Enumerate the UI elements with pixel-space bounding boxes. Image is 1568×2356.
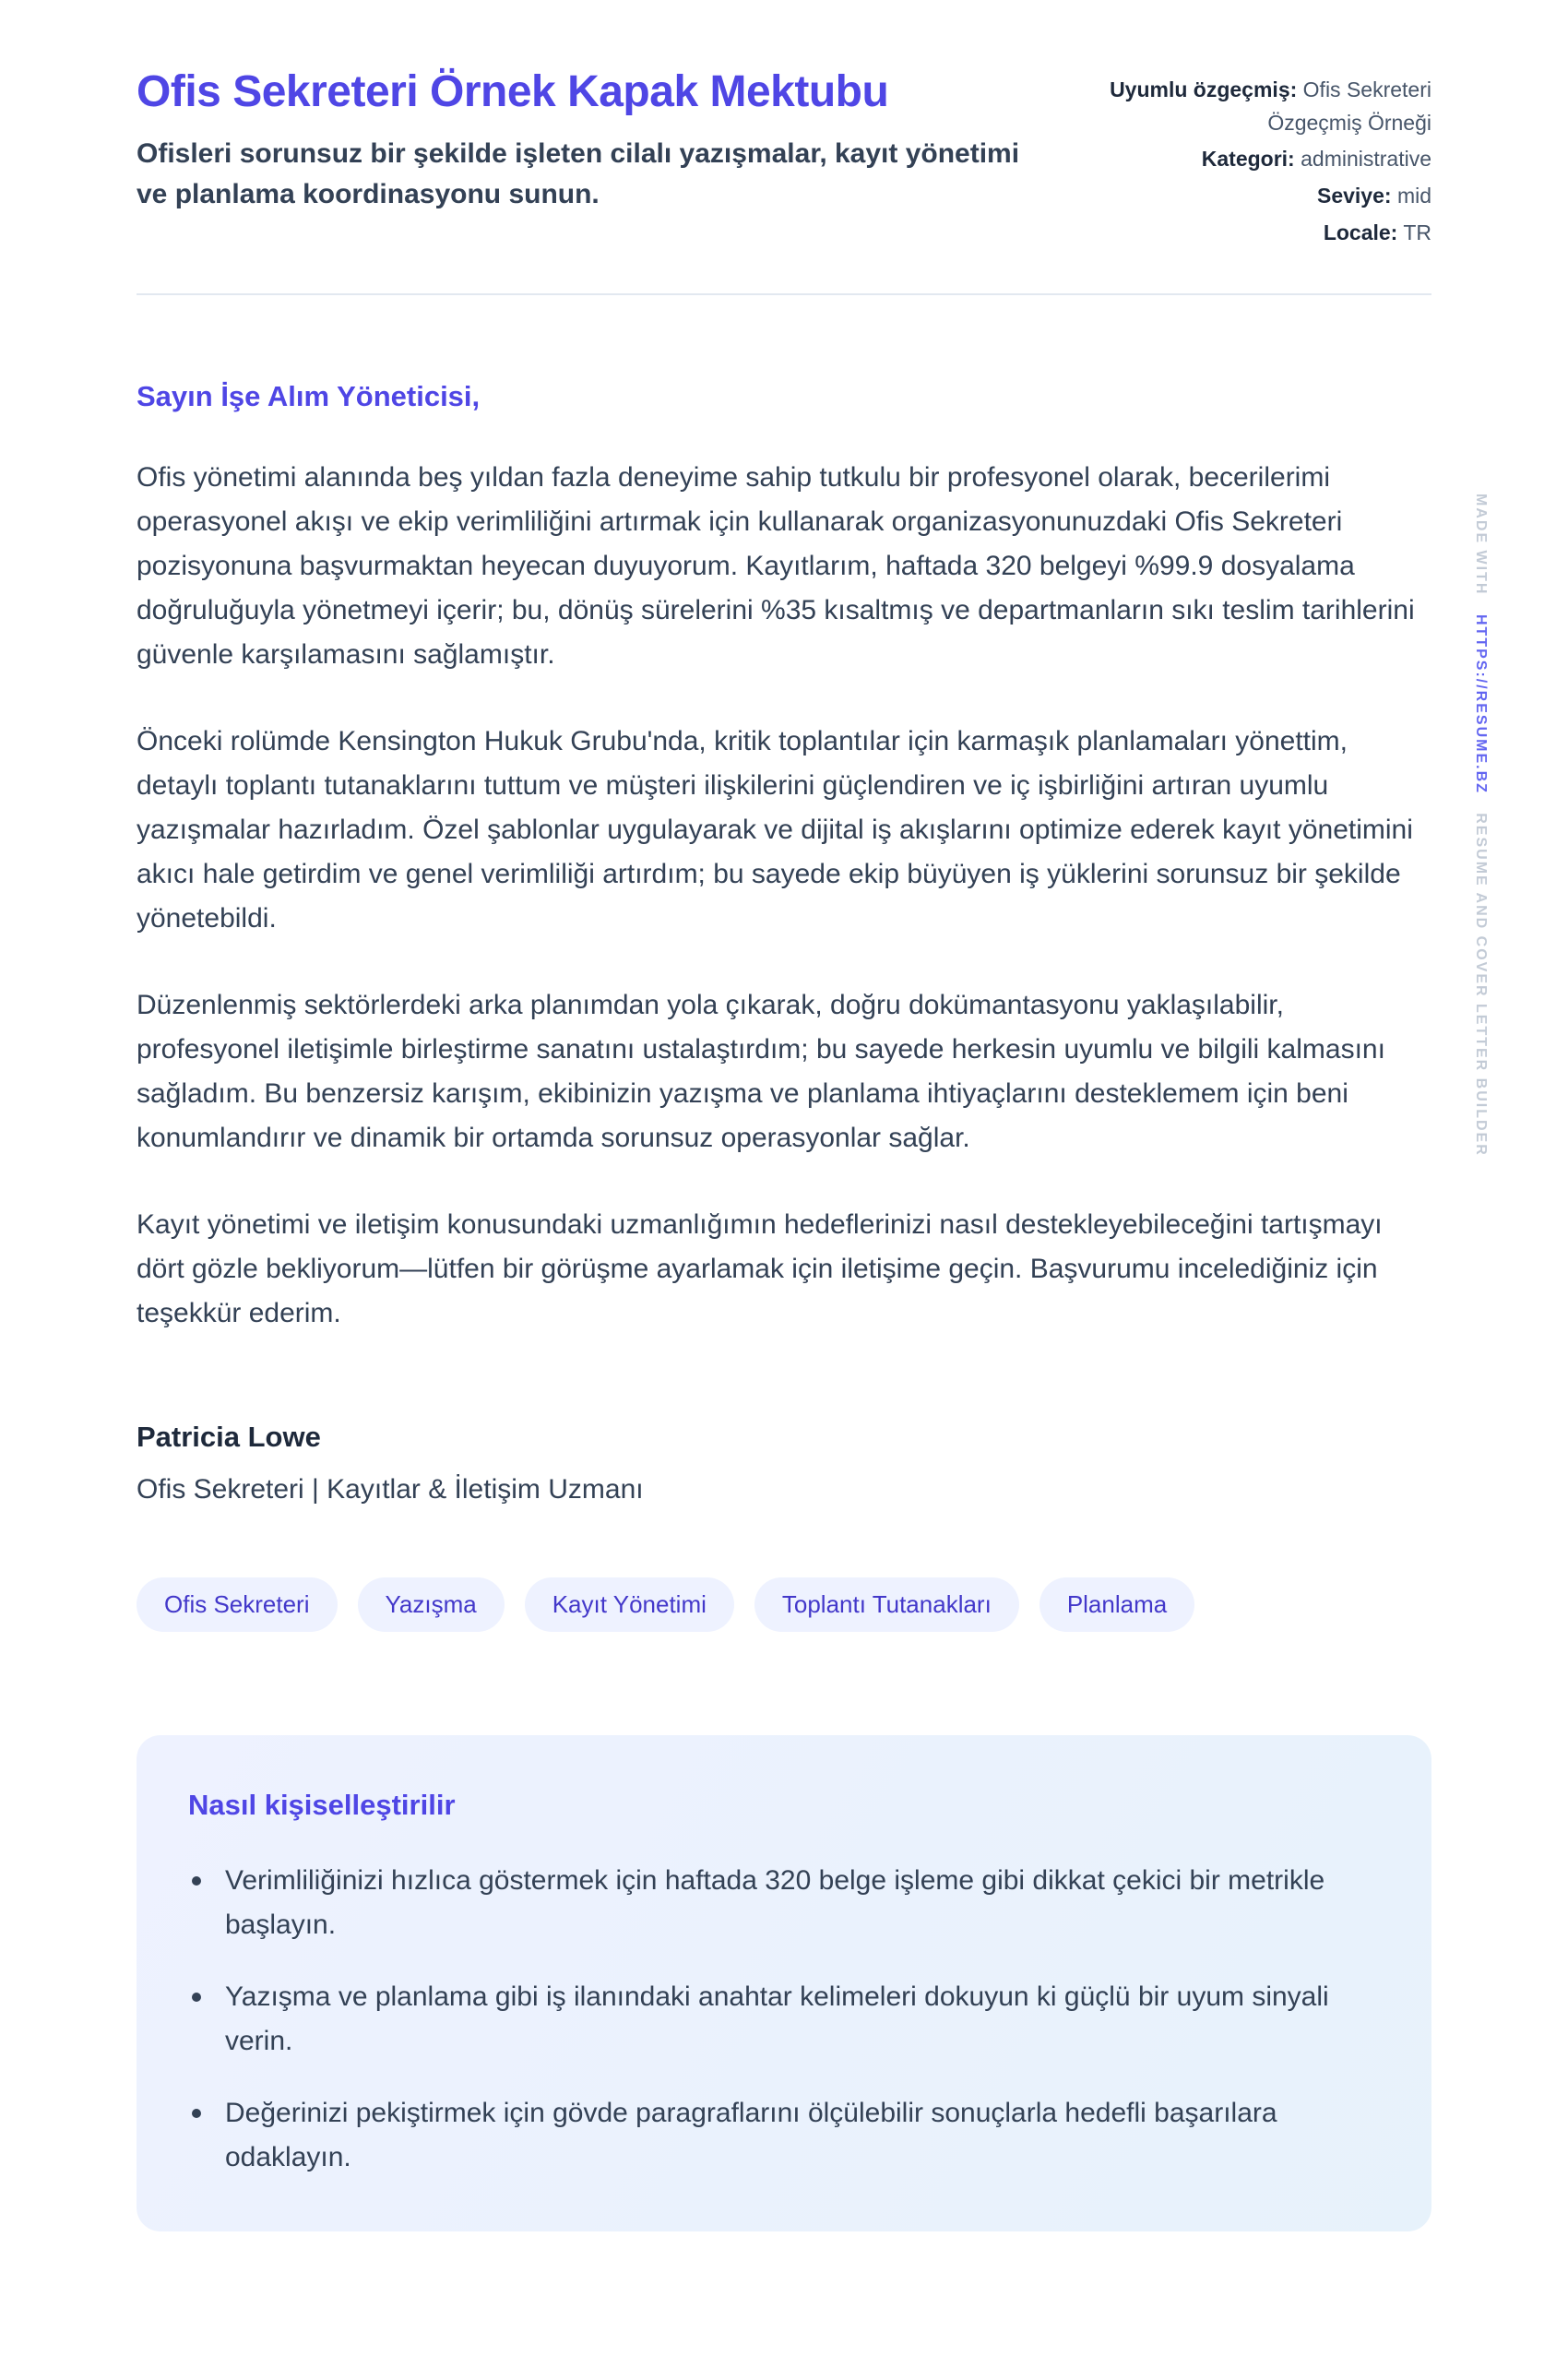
meta-block <box>1099 66 1431 253</box>
letter-paragraph-1: Ofis yönetimi alanında beş yıldan fazla deneyime sahip tutkulu bir profesyonel olarak, becerilerimi operasyonel akışı ve ekip verimliliğini artırmak için kullanarak organizasyonunuzdaki Ofis Sekreteri pozisyonuna başvurmaktan heyecan duyuyorum. Kayıtlarım, haftada 320 belgeyi %99.9 dosyalama doğruluğuyla yönetmeyi içerir; bu, dönüş sürelerini %35 kısaltmış ve departmanların sıkı teslim tarihlerini güvenle karşılamasını sağlamıştır. <box>137 462 1415 671</box>
meta-level <box>1099 180 1431 213</box>
tips-list <box>188 1859 1376 2180</box>
signature-name: Patricia Lowe <box>137 1421 321 1454</box>
watermark-link[interactable]: HTTPS://RESUME.BZ <box>1473 613 1489 794</box>
tag-pill-ofis-sekreteri: Ofis Sekreteri <box>137 1577 338 1632</box>
meta-matching-resume-label: Uyumlu özgeçmiş: <box>1110 77 1298 101</box>
meta-locale-value: TR <box>1403 220 1431 244</box>
tip-item-3: Değerinizi pekiştirmek için gövde paragraflarını ölçülebilir sonuçlarla hedefli başarılara odaklayın. <box>188 2091 1332 2180</box>
tips-card <box>137 1735 1431 2231</box>
meta-level-label: Seviye: <box>1316 183 1392 208</box>
letter-greeting: Sayın İşe Alım Yöneticisi, <box>137 380 481 413</box>
meta-level-value: mid <box>1396 183 1431 208</box>
watermark-suffix: RESUME AND COVER LETTER BUILDER <box>1473 813 1489 1157</box>
header-divider <box>137 293 1431 295</box>
watermark-prefix: MADE WITH <box>1473 494 1489 596</box>
letter-paragraph-3: Düzenlenmiş sektörlerdeki arka planımdan yola çıkarak, doğru dokümantasyonu yaklaşılabilir, profesyonel iletişimle birleştirme sanatını ustalaştırdım; bu sayede herkesin uyumlu ve bilgili kalmasını sağladım. Bu benzersiz karışım, ekibinizin yazışma ve planlama ihtiyaçlarını desteklemem için beni konumlandırır ve dinamik bir ortamda sorunsuz operasyonlar sağlar. <box>137 990 1385 1154</box>
tag-pill-toplanti-tutanaklari: Toplantı Tutanakları <box>754 1577 1019 1632</box>
meta-category-label: Kategori: <box>1201 147 1295 172</box>
header-title-block <box>137 66 1040 214</box>
meta-category-value: administrative <box>1301 147 1431 172</box>
tip-item-1: Verimliliğinizi hızlıca göstermek için haftada 320 belge işleme gibi dikkat çekici bir metrikle başlayın. <box>188 1859 1332 1947</box>
watermark <box>1472 494 1489 1157</box>
tag-pill-kayit-yonetimi: Kayıt Yönetimi <box>525 1577 734 1632</box>
header <box>137 66 1431 253</box>
meta-matching-resume <box>1099 74 1431 139</box>
page-subtitle: Ofisleri sorunsuz bir şekilde işleten cilalı yazışmalar, kayıt yönetimi ve planlama koordinasyonu sunun. <box>137 138 1020 209</box>
letter-body <box>137 380 1431 1505</box>
tip-item-2: Yazışma ve planlama gibi iş ilanındaki anahtar kelimeleri dokuyun ki güçlü bir uyum sinyali verin. <box>188 1975 1332 2064</box>
tag-pill-yazisma: Yazışma <box>358 1577 505 1632</box>
letter-paragraph-4: Kayıt yönetimi ve iletişim konusundaki uzmanlığımın hedeflerinizi nasıl destekleyebileceğini tartışmayı dört gözle bekliyorum—lütfen bir görüşme ayarlamak için iletişime geçin. Başvurumu incelediğiniz için teşekkür ederim. <box>137 1209 1383 1329</box>
letter-paragraph-2: Önceki rolümde Kensington Hukuk Grubu'nda, kritik toplantılar için karmaşık planlamaları yönettim, detaylı toplantı tutanaklarını tuttum ve müşteri ilişkilerini güçlendiren ve iç işbirliğini artıran uyumlu yazışmalar hazırladım. Özel şablonlar uygulayarak ve dijital iş akışlarını optimize ederek kayıt yönetimini akıcı hale getirdim ve genel verimliliği artırdım; bu sayede ekip büyüyen iş yüklerini sorunsuz bir şekilde yönetebildi. <box>137 726 1413 934</box>
tag-pill-planlama: Planlama <box>1039 1577 1194 1632</box>
meta-matching-resume-value: Ofis Sekreteri Özgeçmiş Örneği <box>1267 77 1431 135</box>
meta-locale-label: Locale: <box>1323 220 1398 244</box>
meta-locale <box>1099 217 1431 250</box>
tips-title: Nasıl kişiselleştirilir <box>188 1789 456 1822</box>
tag-list <box>137 1577 1431 1632</box>
page-title: Ofis Sekreteri Örnek Kapak Mektubu <box>137 67 889 116</box>
signature-title: Ofis Sekreteri | Kayıtlar & İletişim Uzmanı <box>137 1474 644 1505</box>
meta-category <box>1099 143 1431 176</box>
